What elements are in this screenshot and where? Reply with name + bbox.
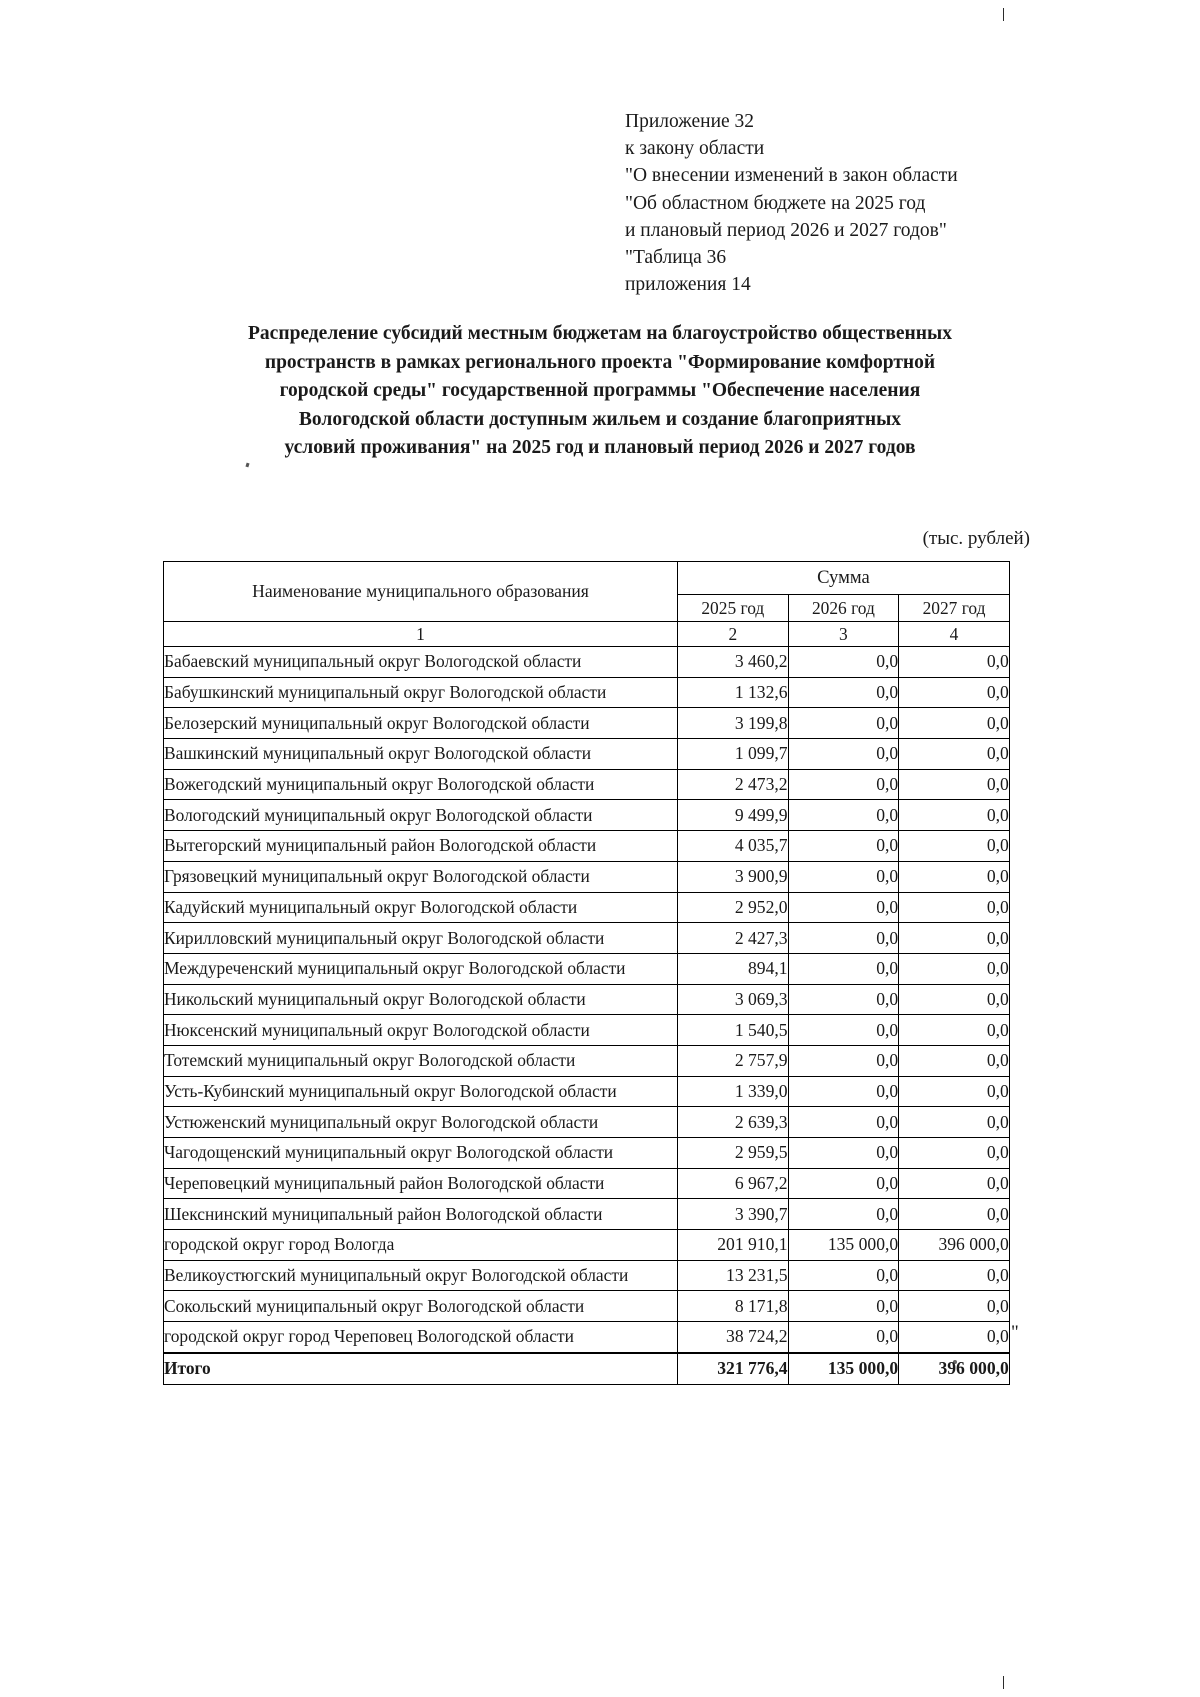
table-row (164, 923, 1010, 954)
amount-2027: 0,0 (899, 800, 1010, 831)
table-row (164, 1138, 1010, 1169)
amount-2025: 3 460,2 (678, 647, 789, 678)
table-row (164, 1260, 1010, 1291)
appendix-reference-line: "Об областном бюджете на 2025 год (625, 192, 926, 214)
table-row (164, 1168, 1010, 1199)
amount-2025: 2 959,5 (678, 1138, 789, 1169)
amount-2026: 0,0 (788, 1045, 899, 1076)
table-row (164, 1230, 1010, 1261)
municipality-name: Тотемский муниципальный округ Вологодской области (164, 1045, 678, 1076)
amount-2026: 0,0 (788, 923, 899, 954)
column-number-4: 4 (899, 622, 1010, 647)
scan-speck (245, 463, 249, 468)
amount-2025: 1 339,0 (678, 1076, 789, 1107)
page-title-line: пространств в рамках регионального проекта "Формирование комфортной (264, 351, 936, 373)
amount-2026: 0,0 (788, 1199, 899, 1230)
amount-2025: 3 069,3 (678, 984, 789, 1015)
table-row (164, 1199, 1010, 1230)
amount-2025: 3 390,7 (678, 1199, 789, 1230)
amount-2027: 0,0 (899, 1199, 1010, 1230)
table-column-number-row (164, 622, 1010, 647)
total-amount-2025: 321 776,4 (678, 1353, 789, 1384)
municipality-name: Сокольский муниципальный округ Вологодской области (164, 1291, 678, 1322)
table-head (164, 562, 1010, 647)
amount-2026: 0,0 (788, 708, 899, 739)
amount-2026: 0,0 (788, 769, 899, 800)
municipality-name: Бабаевский муниципальный округ Вологодской области (164, 647, 678, 678)
amount-2027: 0,0 (899, 984, 1010, 1015)
amount-2027: 0,0 (899, 739, 1010, 770)
table-row (164, 1291, 1010, 1322)
table-row (164, 892, 1010, 923)
municipality-name: Нюксенский муниципальный округ Вологодской области (164, 1015, 678, 1046)
appendix-reference-line: к закону области (625, 138, 765, 160)
amount-2027: 0,0 (899, 1291, 1010, 1322)
amount-2026: 0,0 (788, 984, 899, 1015)
table-header-row-1 (164, 562, 1010, 595)
municipality-name: Чагодощенский муниципальный округ Вологодской области (164, 1138, 678, 1169)
municipality-name: Грязовецкий муниципальный округ Вологодской области (164, 861, 678, 892)
amount-2027: 0,0 (899, 769, 1010, 800)
amount-2025: 1 132,6 (678, 677, 789, 708)
amount-2026: 0,0 (788, 647, 899, 678)
total-amount-2027: 396 000,0 (899, 1353, 1010, 1384)
page-title-line: Распределение субсидий местным бюджетам на благоустройство общественных (248, 323, 952, 344)
amount-2027: 0,0 (899, 1322, 1010, 1353)
table-row (164, 1015, 1010, 1046)
appendix-reference-line: "Таблица 36 (625, 247, 727, 269)
amount-2027: 0,0 (899, 1138, 1010, 1169)
appendix-reference-line: и плановый период 2026 и 2027 годов" (625, 219, 947, 241)
amount-2026: 0,0 (788, 1015, 899, 1046)
amount-2025: 894,1 (678, 953, 789, 984)
amount-2025: 8 171,8 (678, 1291, 789, 1322)
table-row (164, 677, 1010, 708)
total-amount-2026: 135 000,0 (788, 1353, 899, 1384)
municipality-name: Вашкинский муниципальный округ Вологодской области (164, 739, 678, 770)
amount-2027: 0,0 (899, 1015, 1010, 1046)
municipality-name: Кадуйский муниципальный округ Вологодской области (164, 892, 678, 923)
total-label: Итого (164, 1353, 678, 1384)
table-row (164, 1076, 1010, 1107)
table-row (164, 831, 1010, 862)
closing-quote-mark: " (1011, 1322, 1019, 1343)
amount-2026: 0,0 (788, 953, 899, 984)
amount-2025: 4 035,7 (678, 831, 789, 862)
amount-2027: 396 000,0 (899, 1230, 1010, 1261)
amount-2026: 0,0 (788, 1168, 899, 1199)
table-row (164, 708, 1010, 739)
distribution-table-wrap (163, 561, 1009, 1385)
municipality-name: Кирилловский муниципальный округ Вологодской области (164, 923, 678, 954)
table-row (164, 984, 1010, 1015)
column-number-3: 3 (788, 622, 899, 647)
municipality-name: Белозерский муниципальный округ Вологодской области (164, 708, 678, 739)
amount-2026: 0,0 (788, 1107, 899, 1138)
municipality-name: Усть-Кубинский муниципальный округ Вологодской области (164, 1076, 678, 1107)
amount-2027: 0,0 (899, 892, 1010, 923)
appendix-reference-block (625, 108, 1025, 298)
municipality-name: Междуреченский муниципальный округ Вологодской области (164, 953, 678, 984)
amount-2027: 0,0 (899, 708, 1010, 739)
amount-2026: 135 000,0 (788, 1230, 899, 1261)
amount-2025: 201 910,1 (678, 1230, 789, 1261)
amount-2025: 2 757,9 (678, 1045, 789, 1076)
amount-2027: 0,0 (899, 1076, 1010, 1107)
table-row (164, 739, 1010, 770)
amount-2025: 6 967,2 (678, 1168, 789, 1199)
municipality-name: Устюженский муниципальный округ Вологодской области (164, 1107, 678, 1138)
amount-2025: 3 199,8 (678, 708, 789, 739)
municipality-name: Череповецкий муниципальный район Вологодской области (164, 1168, 678, 1199)
municipality-name: Шекснинский муниципальный район Вологодской области (164, 1199, 678, 1230)
amount-2027: 0,0 (899, 953, 1010, 984)
amount-2025: 1 540,5 (678, 1015, 789, 1046)
appendix-reference-line: "О внесении изменений в закон области (625, 165, 958, 187)
amount-2027: 0,0 (899, 1107, 1010, 1138)
amount-2025: 1 099,7 (678, 739, 789, 770)
subsidy-distribution-table (163, 561, 1010, 1385)
table-row (164, 647, 1010, 678)
page-title-line: Вологодской области доступным жильем и создание благоприятных (298, 408, 902, 430)
amount-2025: 2 473,2 (678, 769, 789, 800)
amount-2026: 0,0 (788, 1138, 899, 1169)
amount-2027: 0,0 (899, 677, 1010, 708)
amount-2026: 0,0 (788, 892, 899, 923)
table-row (164, 800, 1010, 831)
amount-2026: 0,0 (788, 1260, 899, 1291)
table-row (164, 1107, 1010, 1138)
table-row (164, 861, 1010, 892)
column-header-year-2025: 2025 год (678, 595, 789, 622)
municipality-name: Вологодский муниципальный округ Вологодской области (164, 800, 678, 831)
municipality-name: Никольский муниципальный округ Вологодской области (164, 984, 678, 1015)
table-body (164, 647, 1010, 1385)
table-row (164, 953, 1010, 984)
amount-2027: 0,0 (899, 1045, 1010, 1076)
column-number-2: 2 (678, 622, 789, 647)
unit-note: (тыс. рублей) (922, 528, 1030, 549)
amount-2026: 0,0 (788, 831, 899, 862)
amount-2025: 9 499,9 (678, 800, 789, 831)
amount-2025: 2 427,3 (678, 923, 789, 954)
column-number-1: 1 (164, 622, 678, 647)
amount-2027: 0,0 (899, 647, 1010, 678)
table-total-row (164, 1353, 1010, 1384)
amount-2026: 0,0 (788, 1322, 899, 1353)
amount-2026: 0,0 (788, 1076, 899, 1107)
municipality-name: городской округ город Вологда (164, 1230, 678, 1261)
amount-2025: 3 900,9 (678, 861, 789, 892)
amount-2026: 0,0 (788, 739, 899, 770)
table-row (164, 1322, 1010, 1353)
appendix-reference-line: Приложение 32 (625, 111, 755, 132)
municipality-name: городской округ город Череповец Вологодской области (164, 1322, 678, 1353)
appendix-reference-line: приложения 14 (625, 274, 751, 296)
amount-2027: 0,0 (899, 923, 1010, 954)
amount-2026: 0,0 (788, 800, 899, 831)
column-header-sum-group: Сумма (678, 562, 1010, 595)
amount-2027: 0,0 (899, 831, 1010, 862)
amount-2025: 13 231,5 (678, 1260, 789, 1291)
amount-2026: 0,0 (788, 677, 899, 708)
registration-tick-top-right (1003, 8, 1004, 21)
amount-2025: 2 639,3 (678, 1107, 789, 1138)
registration-tick-bottom-right (1003, 1676, 1004, 1689)
municipality-name: Бабушкинский муниципальный округ Вологодской области (164, 677, 678, 708)
table-row (164, 769, 1010, 800)
amount-2025: 38 724,2 (678, 1322, 789, 1353)
amount-2027: 0,0 (899, 861, 1010, 892)
amount-2027: 0,0 (899, 1168, 1010, 1199)
page-title-line: городской среды" государственной программы "Обеспечение населения (279, 380, 921, 402)
municipality-name: Вожегодский муниципальный округ Вологодской области (164, 769, 678, 800)
column-header-year-2026: 2026 год (788, 595, 899, 622)
page-title (205, 320, 995, 463)
page-title-line: условий проживания" на 2025 год и плановый период 2026 и 2027 годов (284, 437, 916, 459)
column-header-year-2027: 2027 год (899, 595, 1010, 622)
table-row (164, 1045, 1010, 1076)
amount-2025: 2 952,0 (678, 892, 789, 923)
municipality-name: Великоустюгский муниципальный округ Вологодской области (164, 1260, 678, 1291)
amount-2026: 0,0 (788, 1291, 899, 1322)
column-header-name: Наименование муниципального образования (164, 562, 678, 622)
amount-2026: 0,0 (788, 861, 899, 892)
municipality-name: Вытегорский муниципальный район Вологодской области (164, 831, 678, 862)
amount-2027: 0,0 (899, 1260, 1010, 1291)
